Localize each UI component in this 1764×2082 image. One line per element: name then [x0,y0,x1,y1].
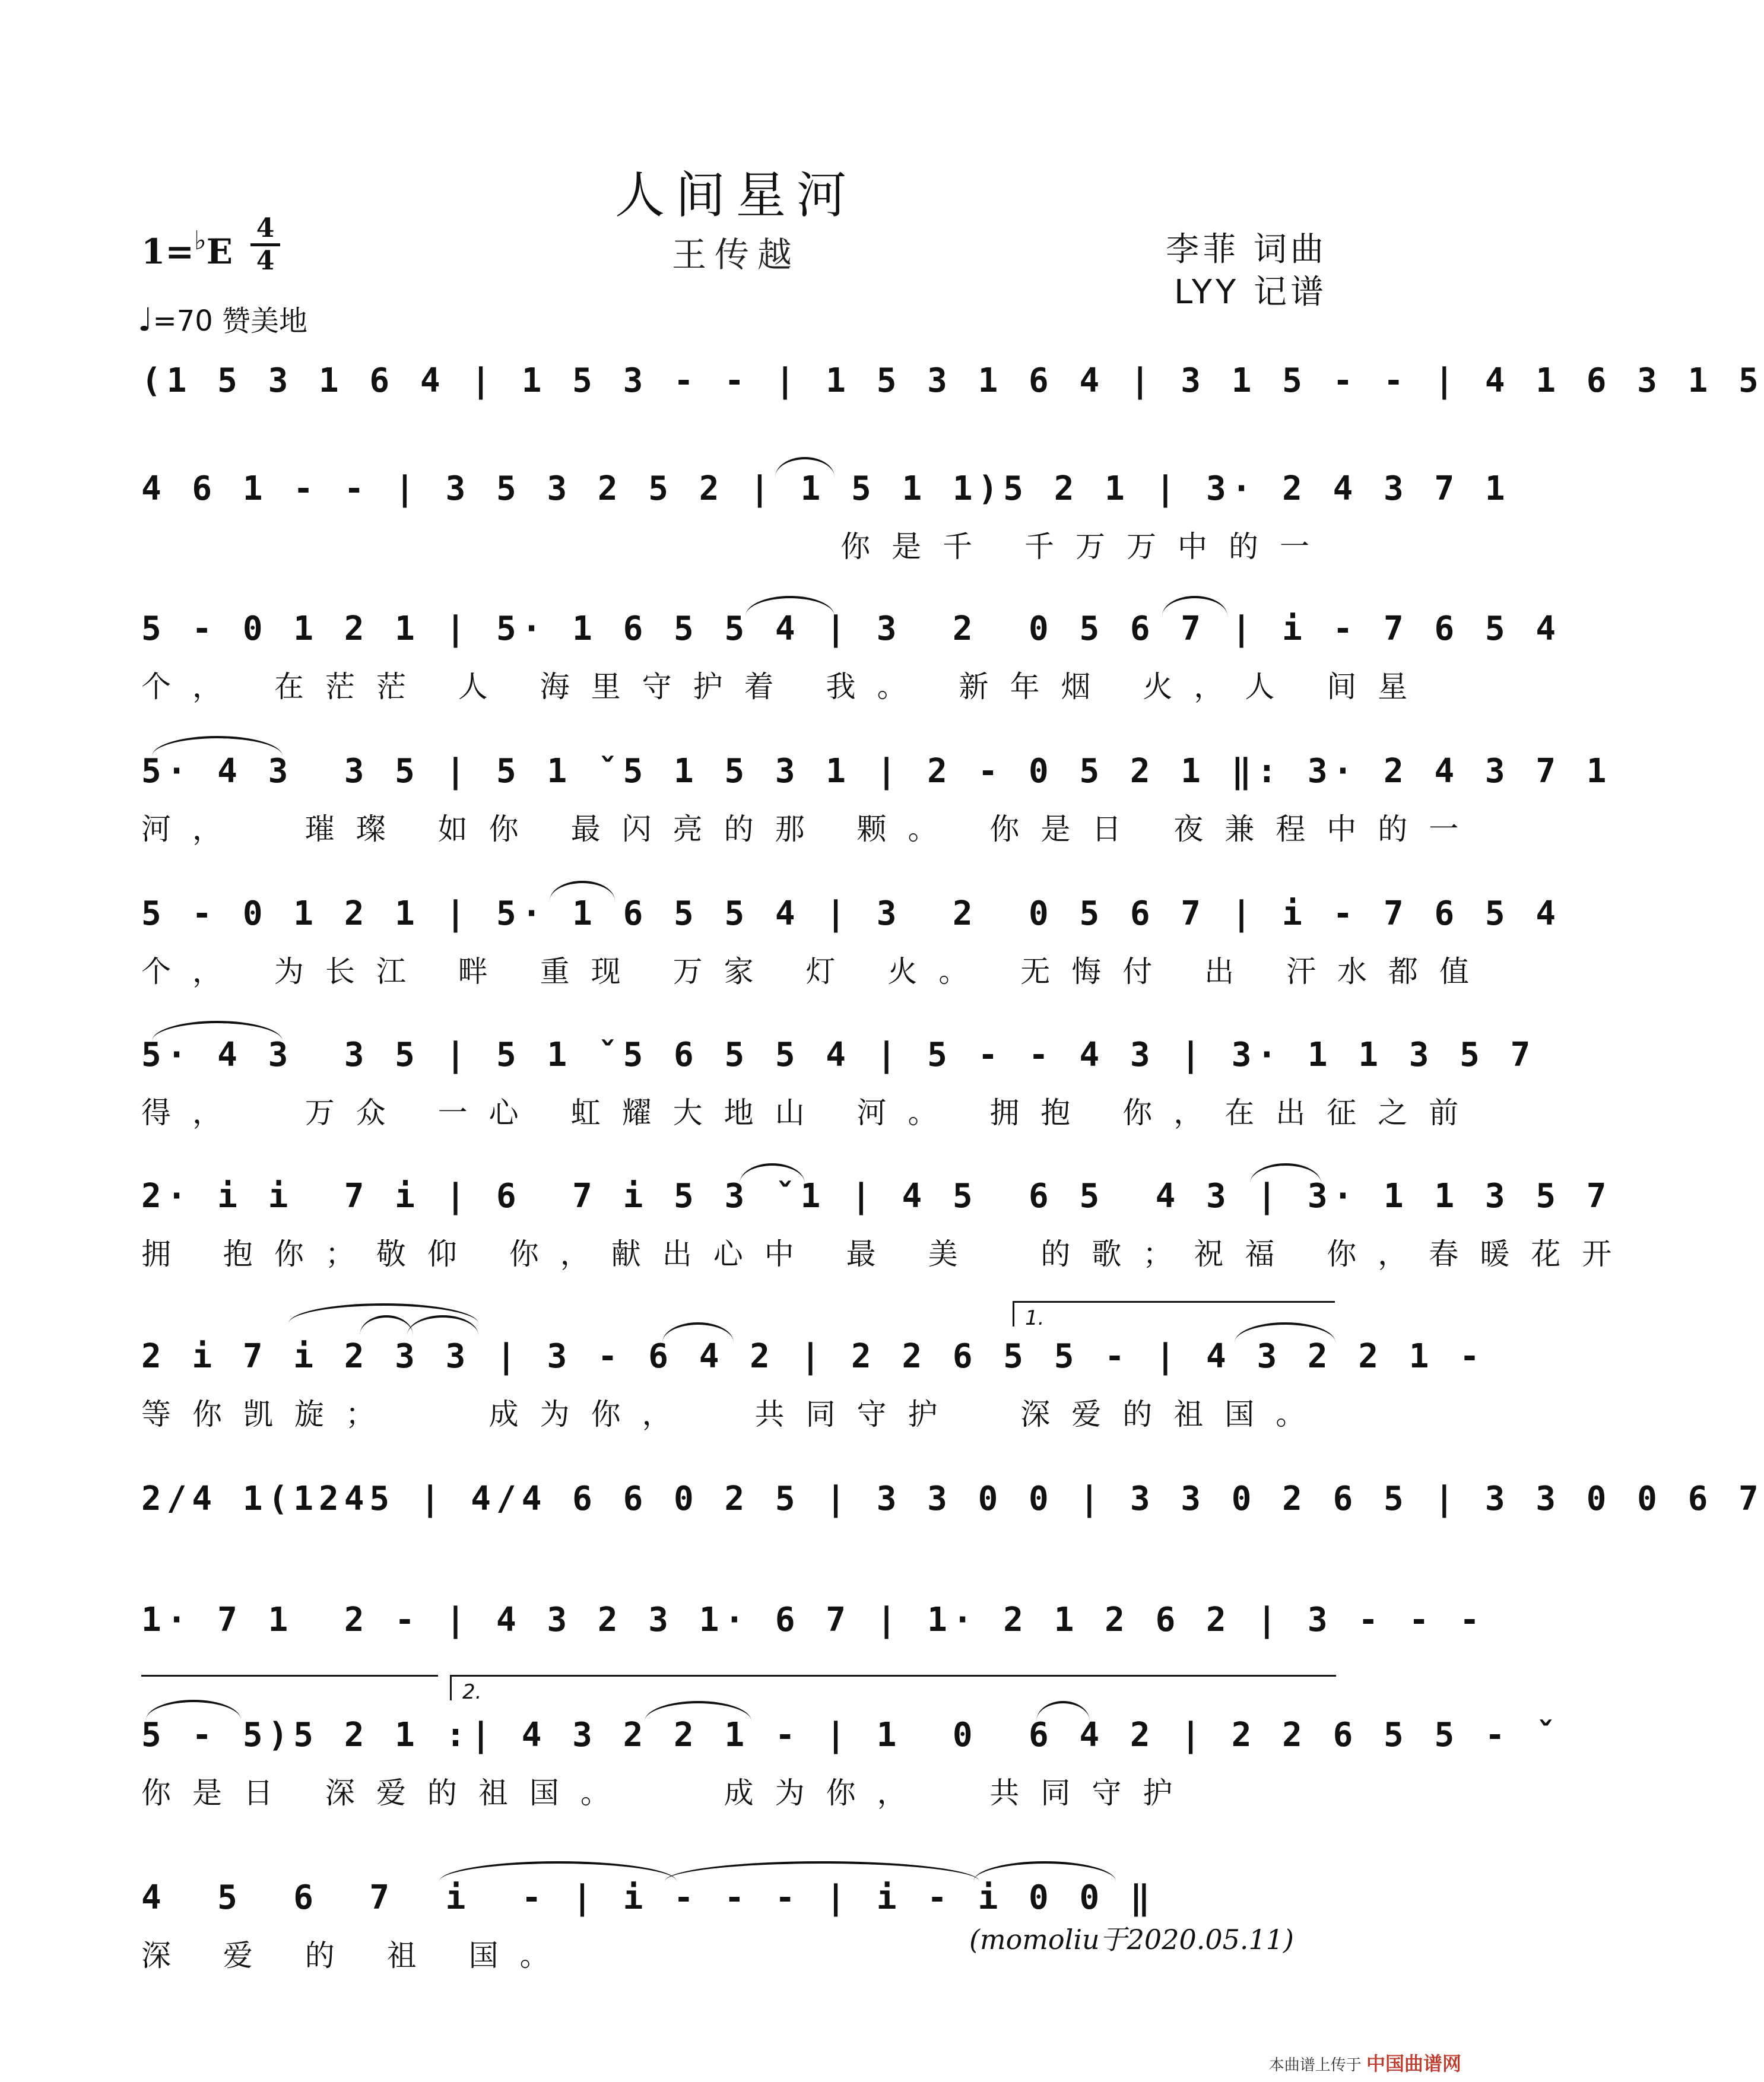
meter-top: 4 [256,213,275,243]
quarter-note-icon: ♩ [138,301,153,338]
system-notes: 4 5 6 7 i - | i - - - | i - i 0 0 ‖ [141,1878,1156,1917]
system-lyrics: 个， 在茫茫 人 海里守护着 我。 新年烟 火，人 间星 [141,669,1429,704]
song-title: 人间星河 [614,166,857,224]
system-notes: 5 - 0 1 2 1 | 5· 1 6 5 5 4 | 3 2 0 5 6 7 | i - 7 6 5 4 [141,894,1562,933]
system-4 [0,742,1612,878]
first-ending-label: 1. [1025,1306,1045,1330]
system-notes: 2 i 7 i 2 3 3 | 3 - 6 4 2 | 2 2 6 5 5 - | 4 3 2 2 1 - [141,1337,1485,1376]
first-ending-continuation [141,1675,438,1700]
composer-credit: 李菲 词曲 [1166,230,1327,269]
watermark-text: 本曲谱上传于 [1268,2056,1362,2074]
system-11 [0,1680,1562,1842]
system-6 [0,1026,1536,1162]
system-notes: 5 - 0 1 2 1 | 5· 1 6 5 5 4 | 3 2 0 5 6 7 | i - 7 6 5 4 [141,610,1562,648]
system-lyrics: 河， 璀璨 如你 最闪亮的那 颗。 你是日 夜兼程中的一 [141,812,1480,846]
system-lyrics: 深 爱 的 祖 国。 [141,1938,571,1973]
system-lyrics [141,418,1331,459]
system-2 [0,459,1511,596]
tempo-marking [138,298,307,339]
key-letter: E [206,231,233,272]
key-prefix: 1= [141,231,194,272]
system-5 [0,884,1562,1021]
system-notes: 2/4 1(1245 | 4/4 6 6 0 2 5 | 3 3 0 0 | 3 3 0 2 6 5 | 3 3 0 0 6 7 [141,1480,1764,1518]
flat-icon: ♭ [193,226,207,256]
site-watermark [1269,2049,1461,2076]
system-lyrics: 等你凯旋； 成为你， 共同守护 深爱的祖国。 [141,1397,1327,1432]
singer-name: 王传越 [671,234,800,275]
system-notes: 2· i i 7 i | 6 7 i 5 3 ˇ1 | 4 5 6 5 4 3 | 3· 1 1 3 5 7 [141,1177,1612,1215]
system-lyrics: 得， 万众 一心 虹耀大地山 河。 拥抱 你，在出征之前 [141,1096,1480,1130]
key-signature [141,226,233,272]
system-3 [0,599,1562,736]
system-lyrics: 你是千 千万万中的一 [840,529,1331,564]
system-lyrics: 个， 为长江 畔 重现 万家 灯 火。 无悔付 出 汗水都值 [141,954,1491,989]
second-ending-label: 2. [462,1680,482,1704]
system-notes: (1 5 3 1 6 4 | 1 5 3 - - | 1 5 3 1 6 4 | 3 1 5 - - | 4 1 6 3 1 5 [141,361,1764,400]
system-notes: 5 - 5)5 2 1 :| 4 3 2 2 1 - | 1 0 6 4 2 | 2 2 6 5 5 - ˇ [141,1716,1562,1754]
transcriber-credit: LYY 记谱 [1174,273,1327,312]
system-notes: 5· 4 3 3 5 | 5 1 ˇ5 6 5 5 4 | 5 - - 4 3 | 3· 1 1 3 5 7 [141,1036,1536,1074]
system-lyrics: 你是日 深爱的祖国。 成为你， 共同守护 [141,1776,1194,1810]
second-ending-bracket [450,1675,1336,1704]
system-notes: 1· 7 1 2 - | 4 3 2 3 1· 6 7 | 1· 2 1 2 6 2 | 3 - - - [141,1601,1485,1639]
meter-bottom: 4 [256,246,275,276]
system-notes: 5· 4 3 3 5 | 5 1 ˇ5 1 5 3 1 | 2 - 0 5 2 1 ‖: 3· 2 4 3 7 1 [141,752,1612,791]
system-lyrics: 拥 抱你；敬仰 你，献出心中 最 美 的歌；祝福 你，春暖花开 [141,1237,1633,1271]
tempo-text: =70 赞美地 [153,304,308,338]
transcription-signature: (momoliu于2020.05.11) [969,1924,1294,1956]
system-9 [0,1470,1764,1606]
system-notes: 4 6 1 - - | 3 5 3 2 5 2 | 1 5 1 1)5 2 1 | 3· 2 4 3 7 1 [141,469,1511,508]
time-signature [250,215,280,275]
system-7 [0,1167,1633,1303]
system-8 [0,1306,1485,1464]
watermark-brand: 中国曲谱网 [1366,2052,1461,2075]
